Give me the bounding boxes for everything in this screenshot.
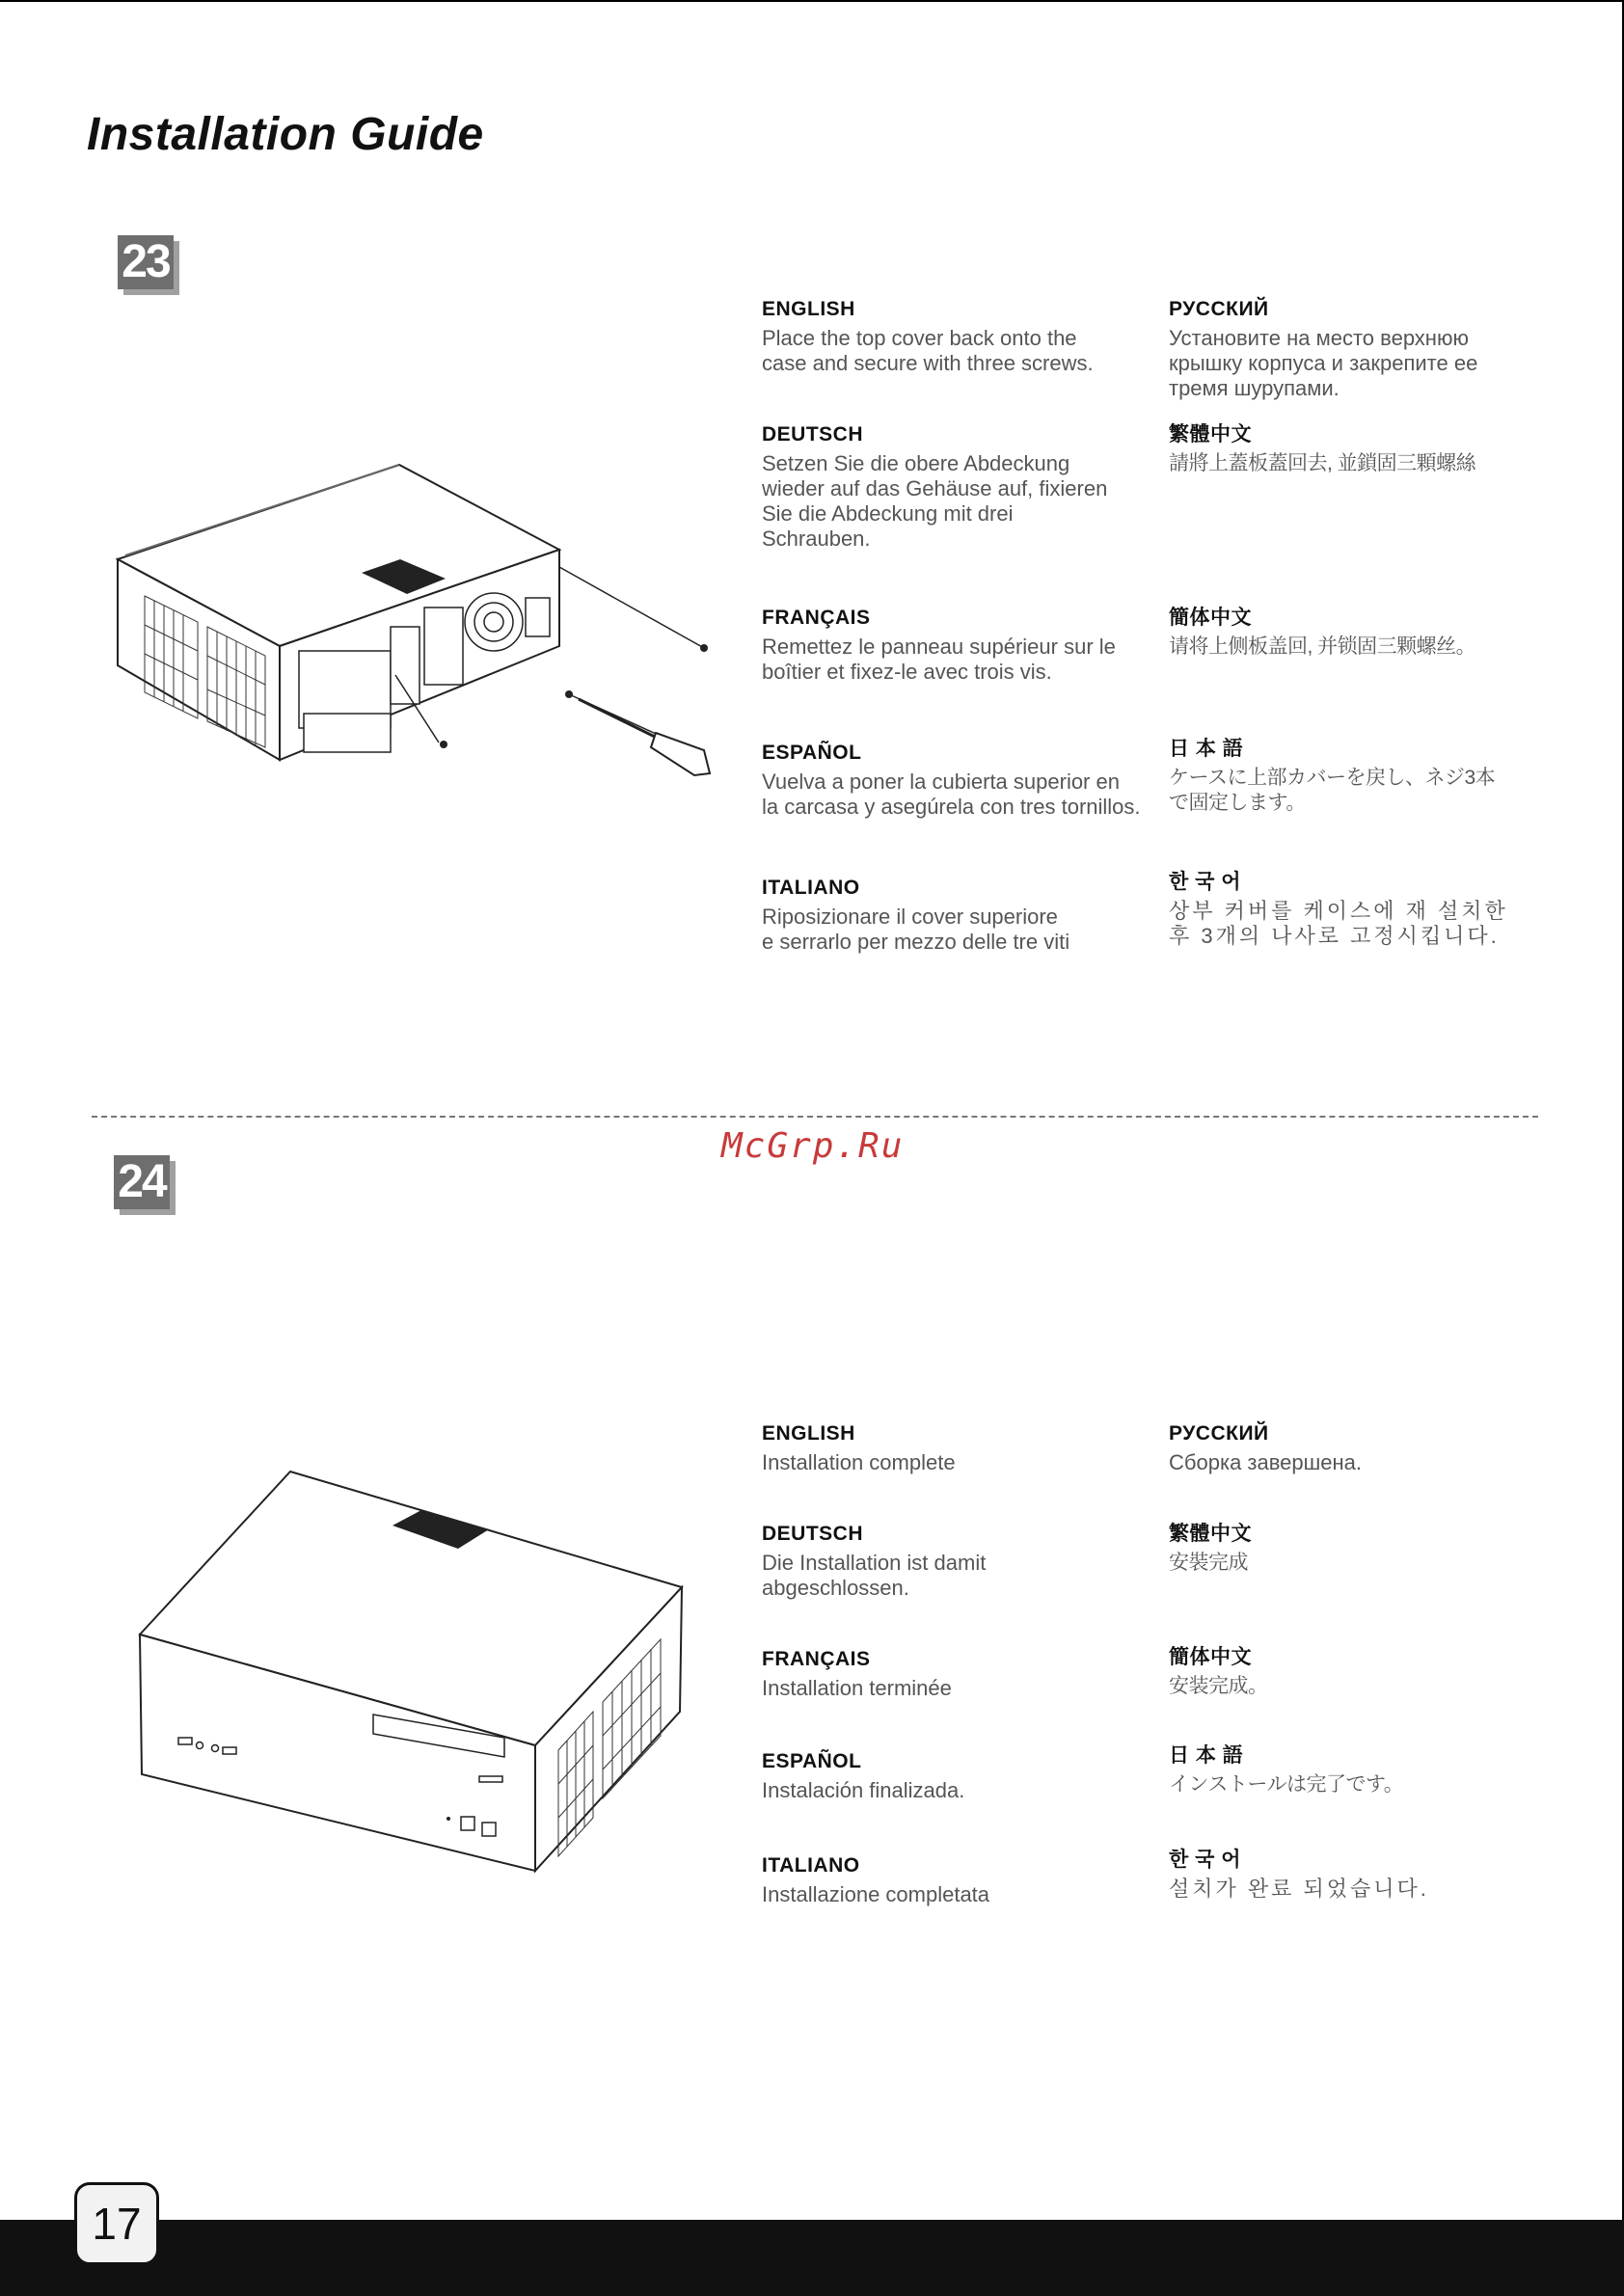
step23-russian: РУССКИЙ Установите на место верхнюю крышку корпуса и закрепите ее тремя шурупами. <box>1169 298 1478 400</box>
step23-espanol: ESPAÑOL Vuelva a poner la cubierta superior en la carcasa y asegúrela con tres tornillos. <box>762 742 1141 819</box>
step24-english: ENGLISH Installation complete <box>762 1422 956 1474</box>
step24-simp-chinese: 簡体中文 安装完成。 <box>1169 1646 1268 1697</box>
step-number: 24 <box>114 1155 170 1209</box>
step24-espanol: ESPAÑOL Instalación finalizada. <box>762 1750 965 1802</box>
step24-korean: 한 국 어 설치가 완료 되었습니다. <box>1169 1849 1429 1901</box>
step24-russian: РУССКИЙ Сборка завершена. <box>1169 1422 1363 1474</box>
watermark: McGrp.Ru <box>721 1126 905 1166</box>
step23-japanese: 日 本 語 ケースに上部カバーを戻し、ネジ3本 で固定します。 <box>1169 738 1496 814</box>
step23-italiano: ITALIANO Riposizionare il cover superiore e serrarlo per mezzo delle tre viti <box>762 877 1070 954</box>
audio-port-icon <box>197 1742 203 1749</box>
step23-deutsch: DEUTSCH Setzen Sie die obere Abdeckung wieder auf das Gehäuse auf, fixieren Sie die Abdeckung mit drei Schrauben. <box>762 423 1108 551</box>
section-divider <box>92 1116 1538 1118</box>
step23-korean: 한 국 어 상부 커버를 케이스에 재 설치한 후 3개의 나사로 고정시킵니다. <box>1169 871 1508 948</box>
power-button-icon <box>461 1817 474 1830</box>
screwdriver-icon <box>579 699 710 775</box>
step-23-badge <box>118 235 179 293</box>
step-24-badge <box>114 1155 176 1213</box>
reset-button-icon <box>482 1823 496 1836</box>
step23-simp-chinese: 簡体中文 请将上侧板盖回, 并锁固三颗螺丝。 <box>1169 607 1476 658</box>
step-number: 23 <box>118 235 174 289</box>
assembled-case-illustration <box>130 1466 690 1880</box>
step24-italiano: ITALIANO Installazione completata <box>762 1854 990 1906</box>
case-top-cover-illustration <box>106 453 733 791</box>
step24-deutsch: DEUTSCH Die Installation ist damit abgeschlossen. <box>762 1523 987 1600</box>
step23-francais: FRANÇAIS Remettez le panneau supérieur sur le boîtier et fixez-le avec trois vis. <box>762 607 1116 684</box>
usb-port-icon <box>178 1738 192 1744</box>
step24-japanese: 日 本 語 インストールは完了です。 <box>1169 1744 1404 1796</box>
page-title: Installation Guide <box>87 109 484 160</box>
step24-trad-chinese: 繁體中文 安裝完成 <box>1169 1523 1252 1574</box>
step23-english: ENGLISH Place the top cover back onto the case and secure with three screws. <box>762 298 1094 375</box>
usb-port-icon <box>223 1747 236 1754</box>
audio-port-icon <box>212 1745 219 1752</box>
step23-trad-chinese: 繁體中文 請將上蓋板蓋回去, 並鎖固三顆螺絲 <box>1169 423 1476 474</box>
page-frame-top <box>0 0 1624 2</box>
page-number: 17 <box>74 2182 159 2265</box>
step24-francais: FRANÇAIS Installation terminée <box>762 1648 952 1700</box>
footer-bar <box>0 2220 1624 2296</box>
